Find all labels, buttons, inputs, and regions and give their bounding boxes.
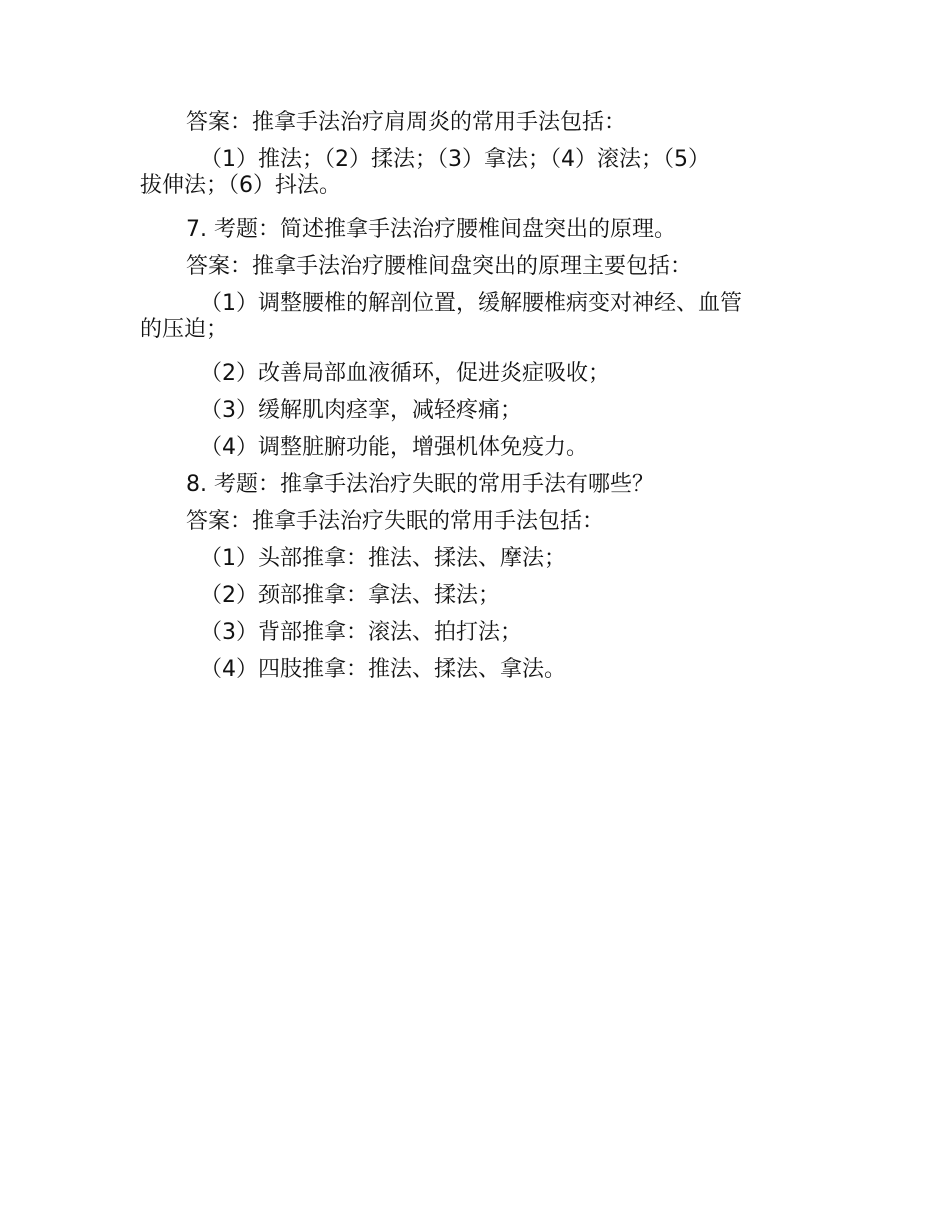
answer-7-intro: 答案：推拿手法治疗腰椎间盘突出的原理主要包括： xyxy=(186,254,693,279)
answer-6-methods-line-2: 拔伸法；（6）抖法。 xyxy=(140,173,341,198)
answer-6-methods-line-1: （1）推法；（2）揉法；（3）拿法；（4）滚法；（5） xyxy=(200,147,710,172)
answer-7-item-2: （2）改善局部血液循环，促进炎症吸收； xyxy=(200,361,610,386)
answer-7-item-4: （4）调整脏腑功能，增强机体免疫力。 xyxy=(200,435,588,460)
answer-7-item-1-line-2: 的压迫； xyxy=(140,317,229,342)
answer-7-item-3: （3）缓解肌肉痉挛，减轻疼痛； xyxy=(200,398,522,423)
answer-8-item-3: （3）背部推拿：滚法、拍打法； xyxy=(200,620,522,645)
question-7: 7. 考题：简述推拿手法治疗腰椎间盘突出的原理。 xyxy=(186,217,676,242)
question-8: 8. 考题：推拿手法治疗失眠的常用手法有哪些？ xyxy=(186,472,654,497)
answer-8-item-2: （2）颈部推拿：拿法、揉法； xyxy=(200,583,500,608)
answer-6-intro: 答案：推拿手法治疗肩周炎的常用手法包括： xyxy=(186,110,627,135)
answer-8-item-1: （1）头部推拿：推法、揉法、摩法； xyxy=(200,546,566,571)
answer-7-item-1-line-1: （1）调整腰椎的解剖位置，缓解腰椎病变对神经、血管 xyxy=(200,291,742,316)
answer-8-intro: 答案：推拿手法治疗失眠的常用手法包括： xyxy=(186,509,605,534)
answer-8-item-4: （4）四肢推拿：推法、揉法、拿法。 xyxy=(200,657,566,682)
document-body xyxy=(140,104,800,688)
